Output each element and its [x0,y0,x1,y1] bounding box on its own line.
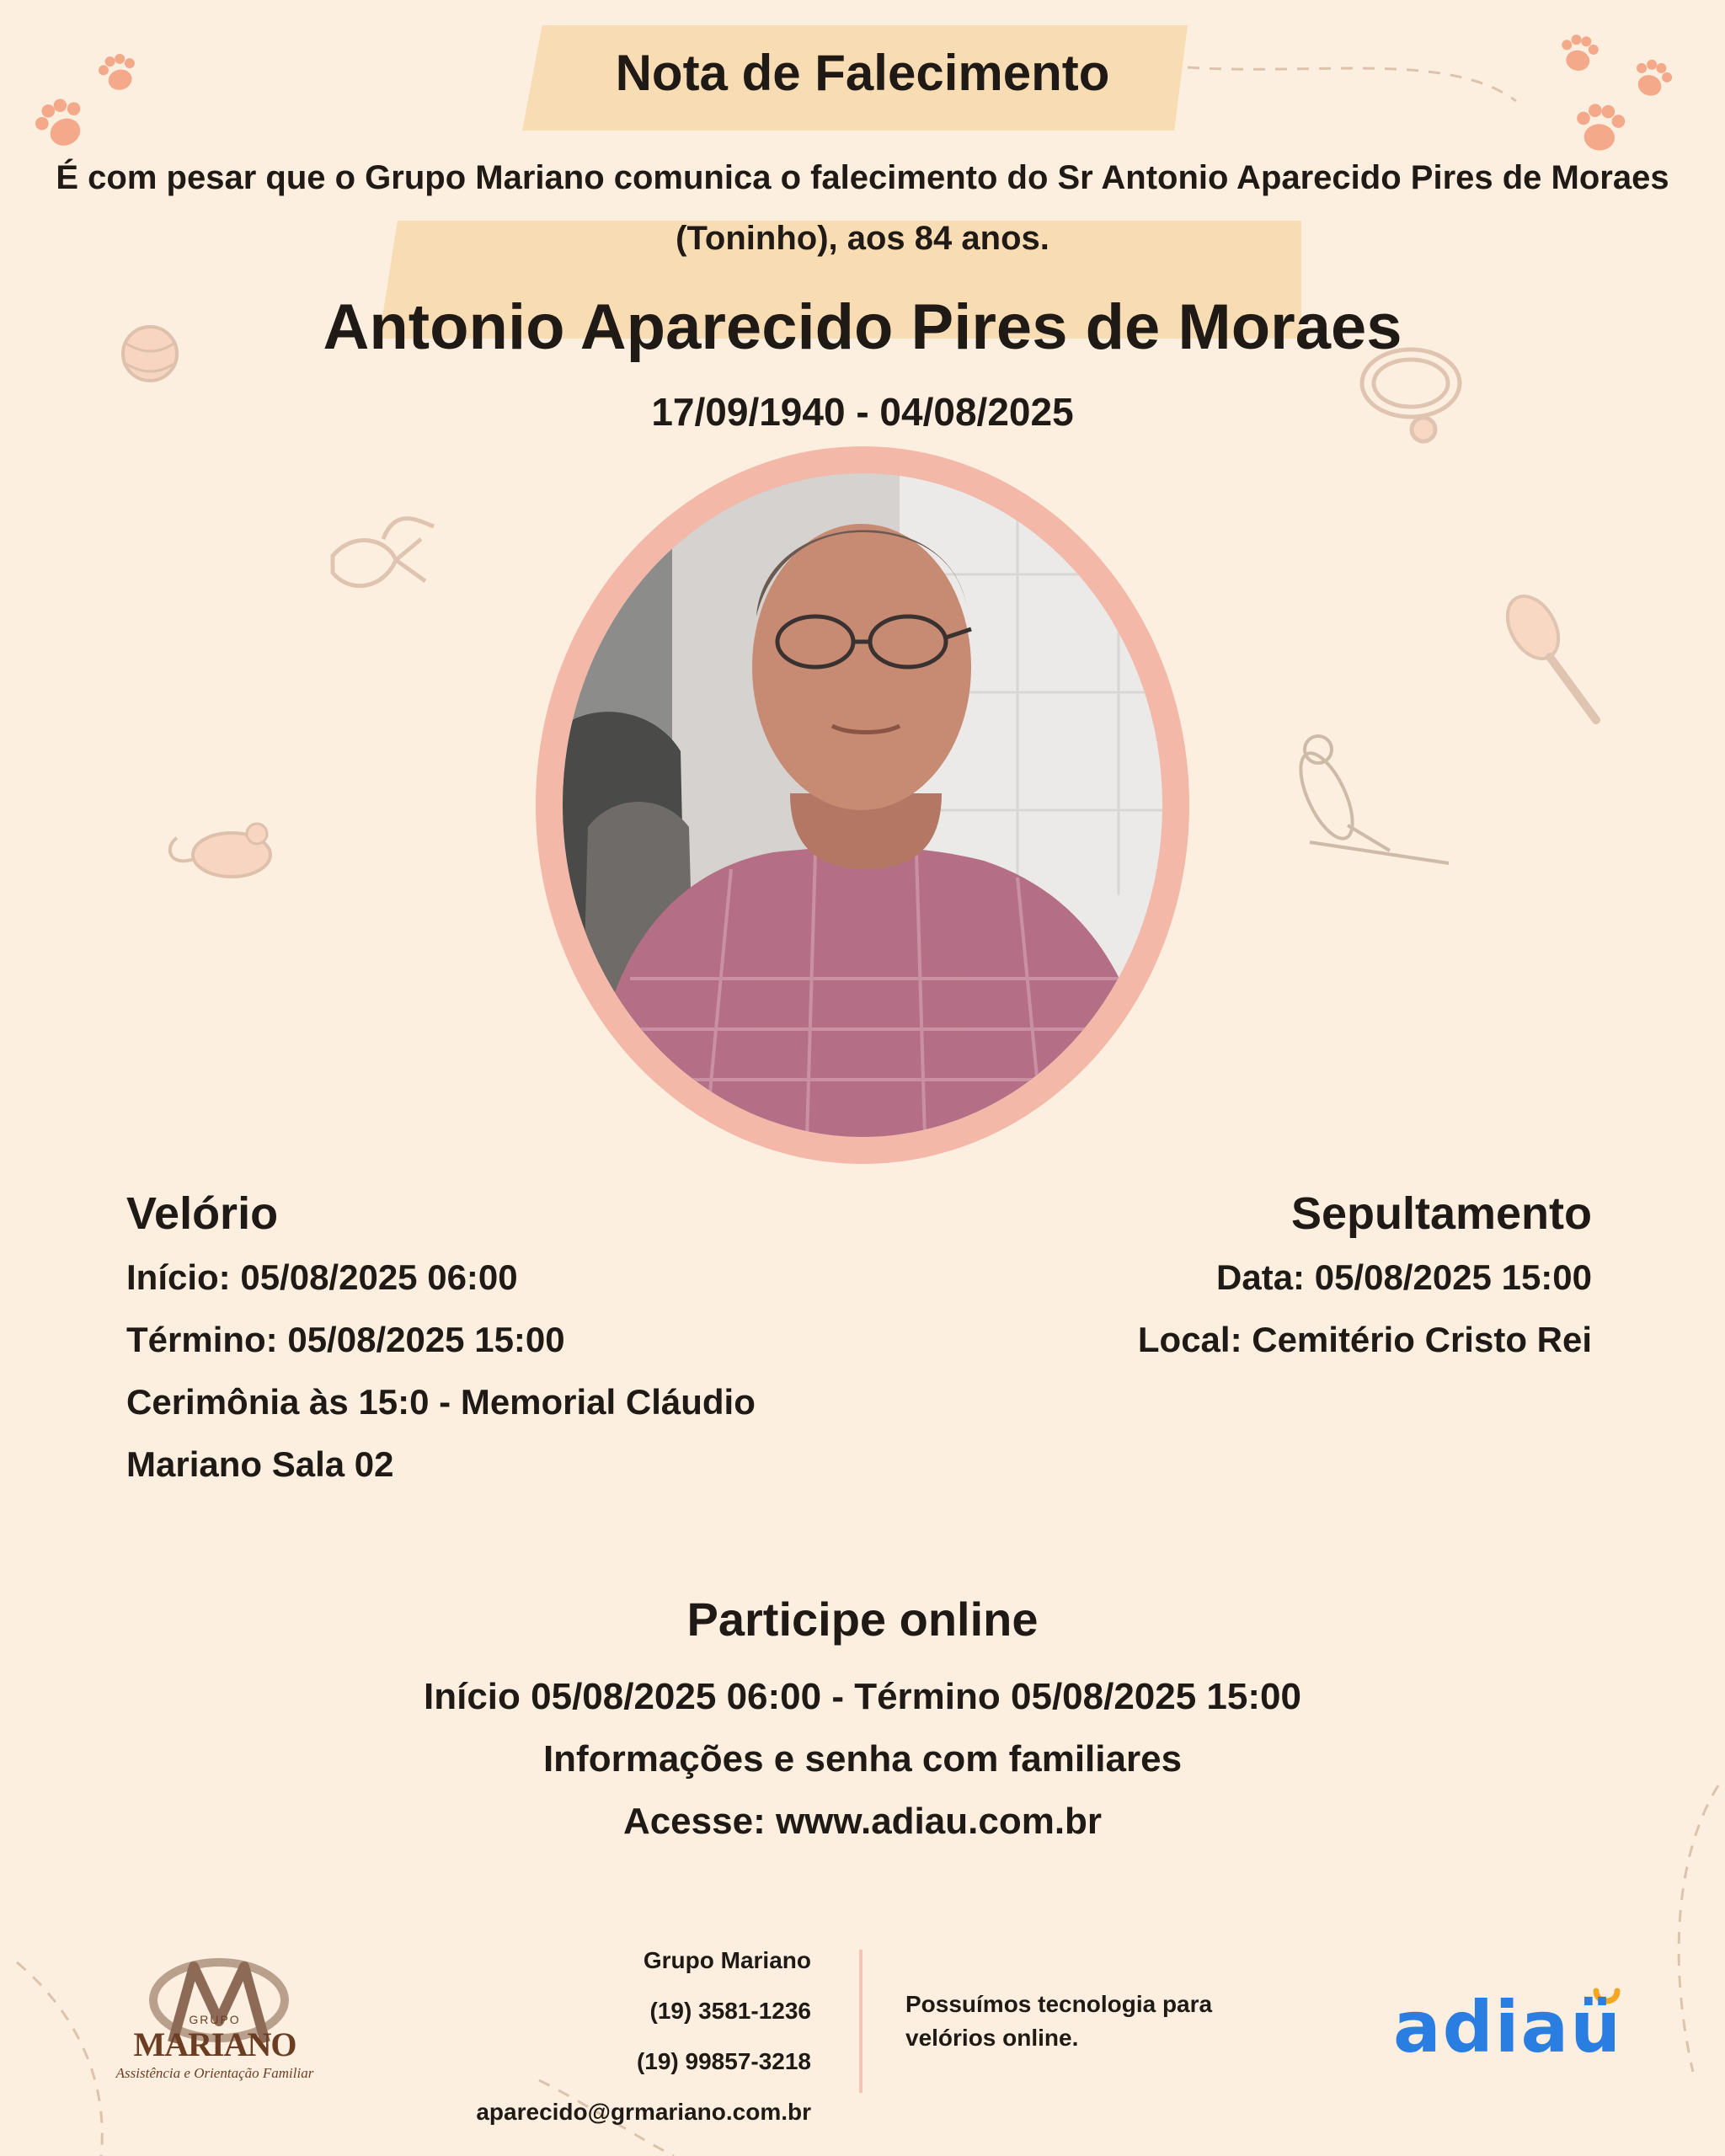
velorio-inicio: Início: 05/08/2025 06:00 [126,1257,518,1297]
velorio-cerimonia-line2: Mariano Sala 02 [126,1444,394,1484]
sepultamento-details [918,1246,1592,1371]
deceased-dates: 17/09/1940 - 04/08/2025 [651,390,1074,434]
paw-icon [1574,103,1626,152]
logo-tagline: Assistência e Orientação Familiar [115,2065,314,2081]
velorio-title: Velório [126,1188,279,1239]
bird-icon [1290,736,1449,863]
online-info: Informações e senha com familiares [542,1738,1183,1780]
velorio-termino: Término: 05/08/2025 15:00 [126,1320,565,1359]
portrait-image [563,473,1162,1137]
velorio-cerimonia-line1: Cerimônia às 15:0 - Memorial Cláudio [126,1382,756,1422]
logo-mariano-text: MARIANO [133,2025,296,2063]
online-horario: Início 05/08/2025 06:00 - Término 05/08/2025 15:00 [424,1676,1301,1717]
tech-statement: Possuímos tecnologia para velórios online. [905,1991,1213,2051]
page-title: Nota de Falecimento [615,45,1110,101]
contact-company: Grupo Mariano [643,1947,811,1973]
sepultamento-title: Sepultamento [1290,1188,1592,1239]
contact-block [476,1935,811,2137]
footer-divider [859,1950,862,2093]
grupo-mariano-logo [93,1954,337,2097]
mouse-toy-icon [170,824,270,877]
contact-email[interactable]: aparecido@grmariano.com.br [476,2099,811,2125]
intro-text [51,147,1674,269]
intro-line-1: É com pesar que o Grupo Mariano comunica o falecimento do Sr Antonio Aparecido Pires de Moraes [56,159,1669,196]
brush-icon [1497,587,1596,720]
contact-phone-1[interactable]: (19) 3581-1236 [649,1998,811,2024]
sepultamento-data: Data: 05/08/2025 15:00 [1216,1257,1592,1297]
deceased-name: Antonio Aparecido Pires de Moraes [323,291,1402,363]
online-title: Participe online [686,1593,1039,1646]
contact-phone-2[interactable]: (19) 99857-3218 [636,2048,811,2074]
fish-icon [333,519,434,586]
sepultamento-local: Local: Cemitério Cristo Rei [1137,1320,1592,1359]
velorio-details [126,1246,800,1496]
adiau-brand-text: adiaü [1392,1986,1623,2068]
online-acesse: Acesse: www.adiau.com.br [622,1801,1103,1842]
online-details [0,1666,1725,1853]
adiau-logo [1381,1979,1634,2072]
intro-line-2: (Toninho), aos 84 anos. [676,220,1049,257]
portrait-photo [563,473,1162,1137]
logo-grupo-text: GRUPO [189,2013,241,2026]
